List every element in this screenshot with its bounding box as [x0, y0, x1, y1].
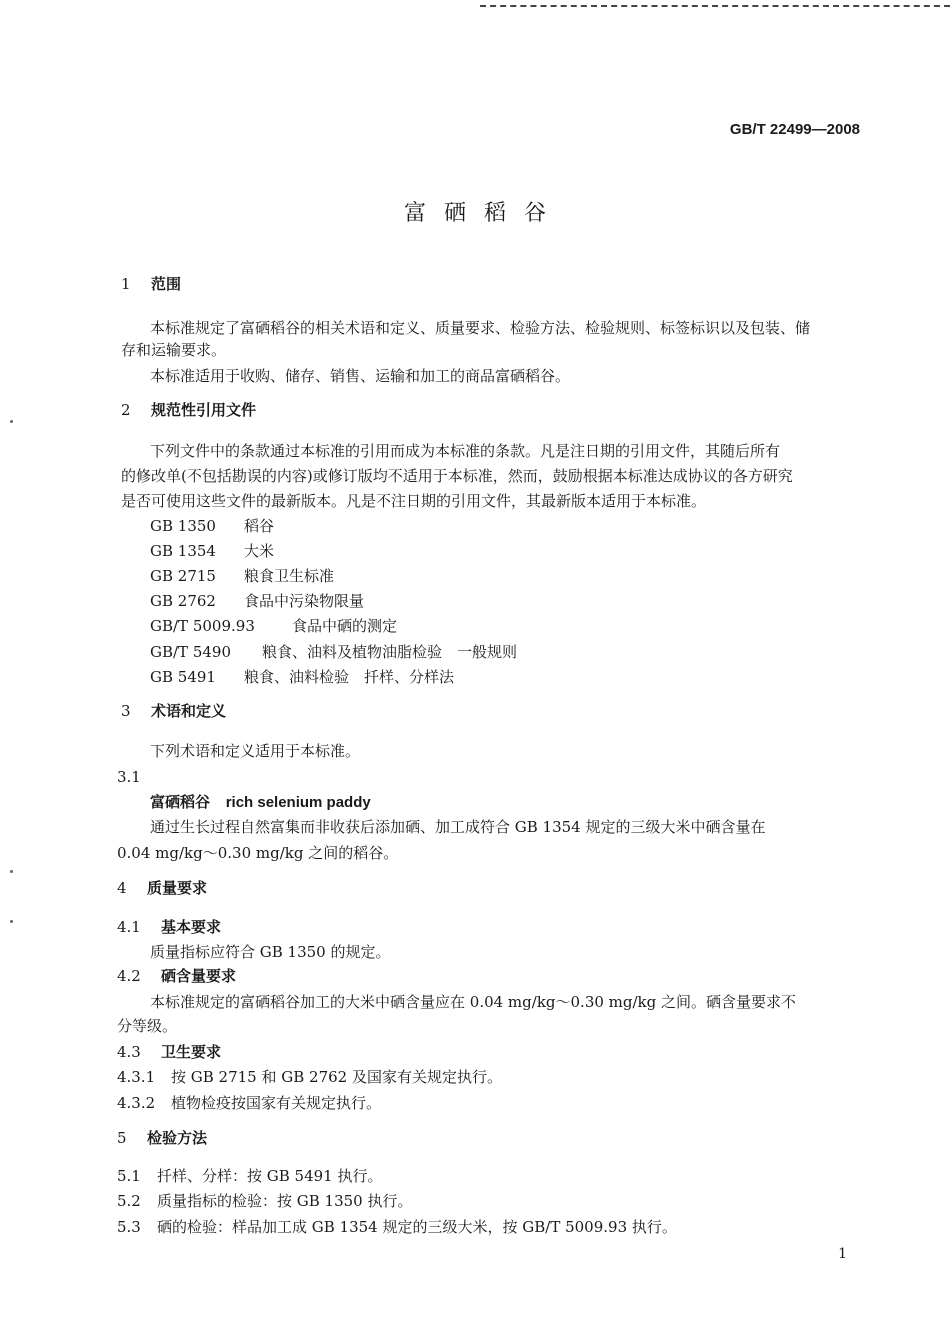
method-item: 5.2 质量指标的检验：按 GB 1350 执行。	[117, 1192, 413, 1210]
subsection-4-1-heading: 4.1 基本要求	[117, 918, 222, 936]
section-2-heading: 2 规范性引用文件	[121, 401, 257, 419]
reference-item: GB 2715 粮食卫生标准	[150, 567, 335, 585]
section-1-paragraph: 本标准规定了富硒稻谷的相关术语和定义、质量要求、检验方法、检验规则、标签标识以及包装、储	[150, 319, 811, 337]
reference-item: GB/T 5490 粮食、油料及植物油脂检验 一般规则	[150, 643, 518, 661]
subsection-4-3-heading: 4.3 卫生要求	[117, 1043, 222, 1061]
subsection-4-3-2: 4.3.2 植物检疫按国家有关规定执行。	[117, 1094, 382, 1112]
section-1-heading: 1 范围	[121, 275, 182, 293]
section-3-paragraph: 下列术语和定义适用于本标准。	[150, 742, 361, 760]
scan-speck	[10, 870, 13, 873]
section-4-heading: 4 质量要求	[117, 879, 208, 897]
section-2-paragraph-cont: 是否可使用这些文件的最新版本。凡是不注日期的引用文件，其最新版本适用于本标准。	[121, 492, 707, 510]
section-2-paragraph: 下列文件中的条款通过本标准的引用而成为本标准的条款。凡是注日期的引用文件，其随后所有	[150, 442, 781, 460]
reference-item: GB 5491 粮食、油料检验 扦样、分样法	[150, 668, 455, 686]
section-5-heading: 5 检验方法	[117, 1129, 208, 1147]
term-definition: 通过生长过程自然富集而非收获后添加硒、加工成符合 GB 1354 规定的三级大米中硒含量在	[150, 818, 766, 836]
document-title: 富硒稻谷	[403, 201, 564, 226]
method-item: 5.1 扦样、分样：按 GB 5491 执行。	[117, 1167, 383, 1185]
section-1-scope: 本标准适用于收购、储存、销售、运输和加工的商品富硒稻谷。	[150, 367, 571, 385]
subsection-3-1-number: 3.1	[117, 768, 141, 786]
reference-item: GB 2762 食品中污染物限量	[150, 592, 365, 610]
subsection-4-1-text: 质量指标应符合 GB 1350 的规定。	[150, 943, 391, 961]
subsection-4-2-text: 本标准规定的富硒稻谷加工的大米中硒含量应在 0.04 mg/kg～0.30 mg/kg 之间。硒含量要求不	[150, 993, 797, 1011]
page-number: 1	[838, 1246, 847, 1262]
standard-code: GB/T 22499—2008	[729, 121, 860, 138]
top-rule	[480, 5, 950, 7]
reference-item: GB 1350 稻谷	[150, 517, 275, 535]
subsection-4-2-heading: 4.2 硒含量要求	[117, 967, 237, 985]
section-2-paragraph-cont: 的修改单(不包括勘误的内容)或修订版均不适用于本标准，然而，鼓励根据本标准达成协议的各方研究	[121, 467, 793, 485]
section-3-heading: 3 术语和定义	[121, 702, 227, 720]
term-entry: 富硒稻谷 rich selenium paddy	[150, 793, 371, 811]
reference-item: GB 1354 大米	[150, 542, 275, 560]
section-1-paragraph-cont: 存和运输要求。	[121, 341, 227, 359]
scan-speck	[10, 920, 13, 923]
scan-speck	[10, 420, 13, 423]
reference-item: GB/T 5009.93 食品中硒的测定	[150, 617, 398, 635]
subsection-4-3-1: 4.3.1 按 GB 2715 和 GB 2762 及国家有关规定执行。	[117, 1068, 502, 1086]
term-definition-cont: 0.04 mg/kg～0.30 mg/kg 之间的稻谷。	[117, 844, 399, 862]
method-item: 5.3 硒的检验：样品加工成 GB 1354 规定的三级大米，按 GB/T 5009.93 执行。	[117, 1218, 677, 1236]
subsection-4-2-text-cont: 分等级。	[117, 1017, 178, 1035]
